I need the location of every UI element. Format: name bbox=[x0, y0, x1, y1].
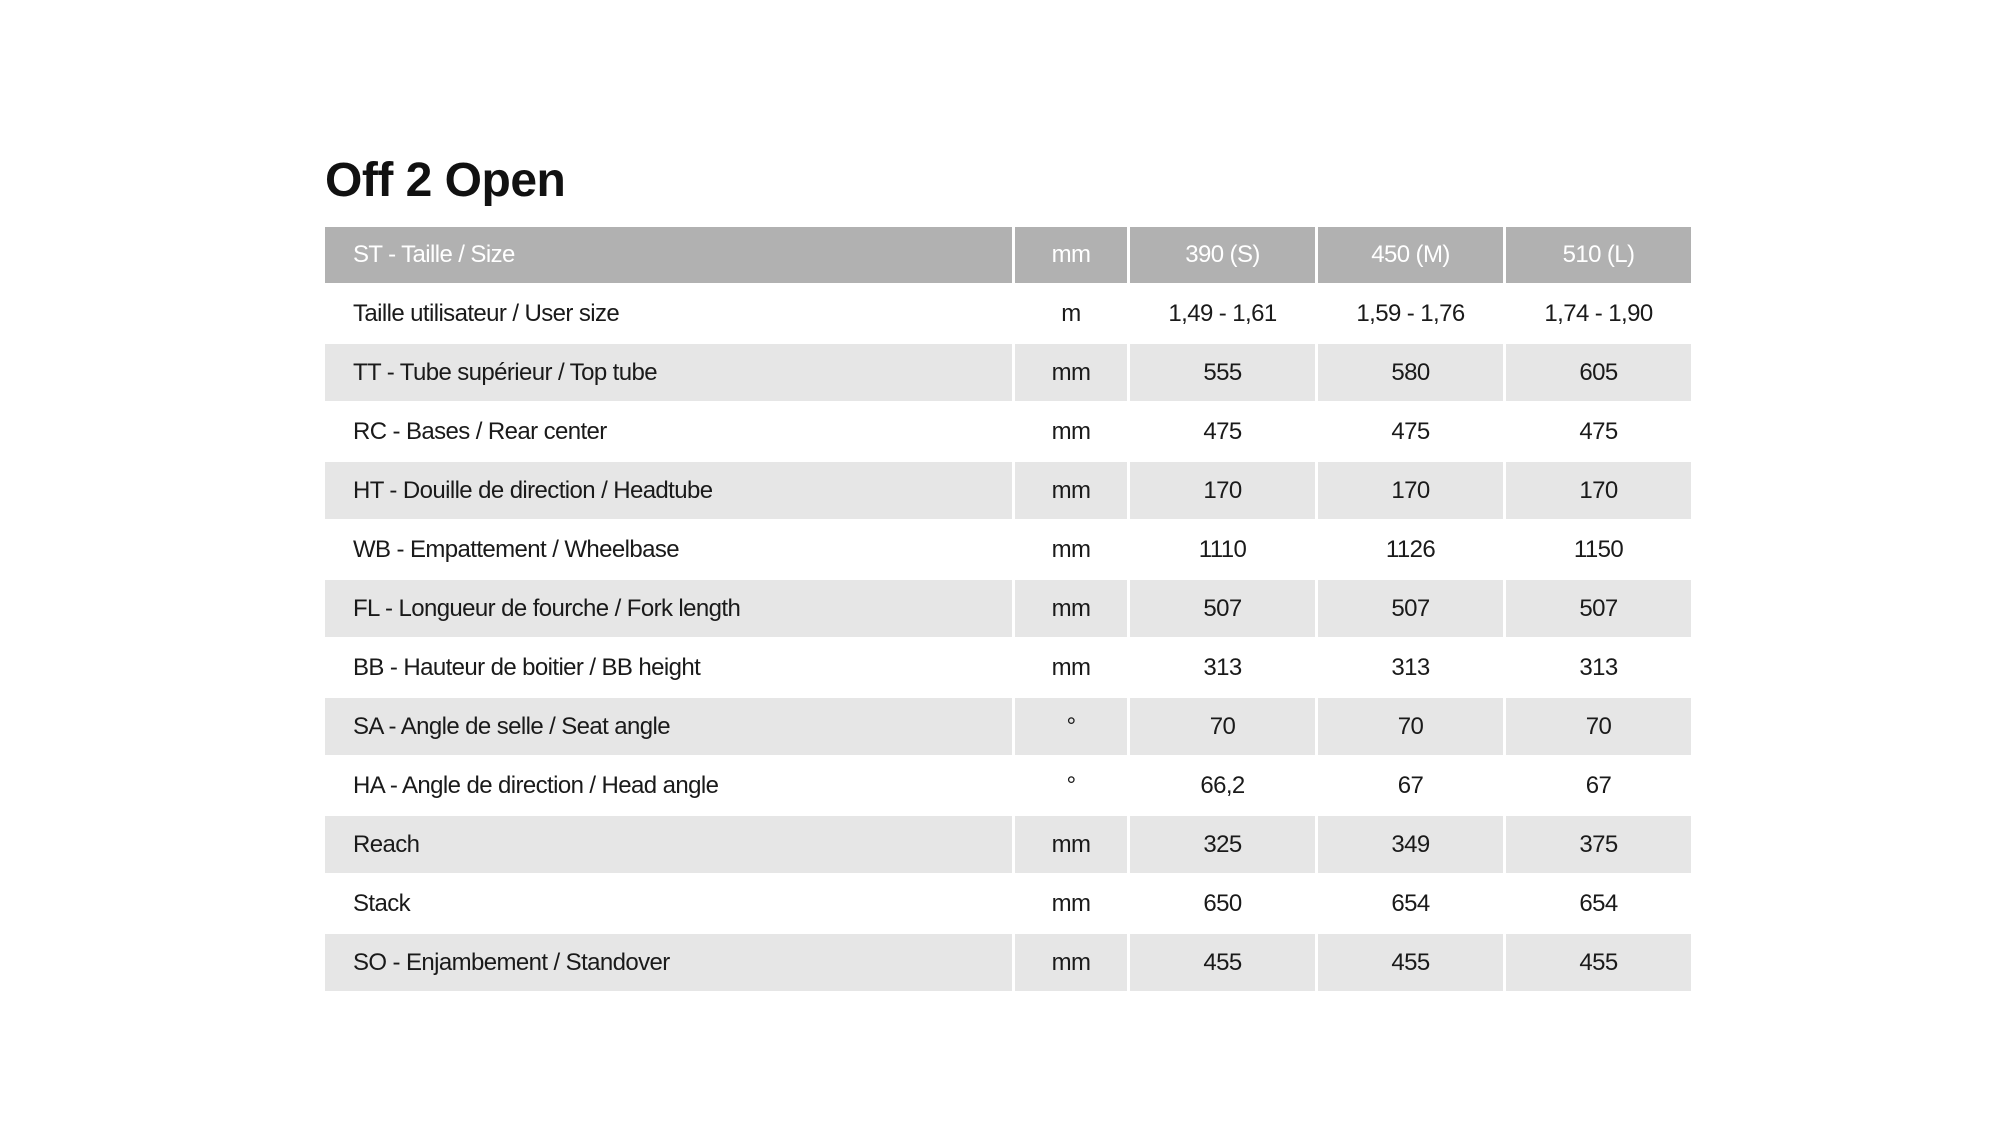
table-row bbox=[325, 873, 1691, 932]
row-value: 605 bbox=[1506, 342, 1691, 401]
table-header-row bbox=[325, 227, 1691, 283]
row-unit: ° bbox=[1015, 696, 1127, 755]
table-row bbox=[325, 342, 1691, 401]
table-row bbox=[325, 755, 1691, 814]
row-unit: mm bbox=[1015, 460, 1127, 519]
table-row bbox=[325, 460, 1691, 519]
row-value: 375 bbox=[1506, 814, 1691, 873]
table-row bbox=[325, 401, 1691, 460]
row-value: 70 bbox=[1506, 696, 1691, 755]
row-value: 507 bbox=[1506, 578, 1691, 637]
row-value: 1,74 - 1,90 bbox=[1506, 283, 1691, 342]
row-value: 475 bbox=[1506, 401, 1691, 460]
row-value: 650 bbox=[1130, 873, 1315, 932]
table-row bbox=[325, 283, 1691, 342]
row-unit: mm bbox=[1015, 342, 1127, 401]
row-label: SA - Angle de selle / Seat angle bbox=[325, 696, 1012, 755]
row-label: Taille utilisateur / User size bbox=[325, 283, 1012, 342]
row-value: 170 bbox=[1318, 460, 1503, 519]
row-unit: mm bbox=[1015, 578, 1127, 637]
row-value: 1,59 - 1,76 bbox=[1318, 283, 1503, 342]
row-value: 349 bbox=[1318, 814, 1503, 873]
row-value: 654 bbox=[1318, 873, 1503, 932]
table-body bbox=[325, 283, 1691, 991]
row-label: SO - Enjambement / Standover bbox=[325, 932, 1012, 991]
row-value: 1126 bbox=[1318, 519, 1503, 578]
row-label: TT - Tube supérieur / Top tube bbox=[325, 342, 1012, 401]
row-label: RC - Bases / Rear center bbox=[325, 401, 1012, 460]
row-unit: m bbox=[1015, 283, 1127, 342]
table-row bbox=[325, 696, 1691, 755]
row-value: 455 bbox=[1506, 932, 1691, 991]
row-unit: mm bbox=[1015, 932, 1127, 991]
row-unit: ° bbox=[1015, 755, 1127, 814]
geometry-table bbox=[322, 227, 1694, 991]
row-value: 325 bbox=[1130, 814, 1315, 873]
row-value: 313 bbox=[1506, 637, 1691, 696]
table-row bbox=[325, 637, 1691, 696]
table-row bbox=[325, 519, 1691, 578]
header-label: ST - Taille / Size bbox=[325, 227, 1012, 283]
page-title: Off 2 Open bbox=[325, 154, 566, 207]
row-value: 580 bbox=[1318, 342, 1503, 401]
row-value: 170 bbox=[1130, 460, 1315, 519]
row-label: HA - Angle de direction / Head angle bbox=[325, 755, 1012, 814]
row-value: 507 bbox=[1130, 578, 1315, 637]
row-value: 475 bbox=[1130, 401, 1315, 460]
table-row bbox=[325, 932, 1691, 991]
header-unit: mm bbox=[1015, 227, 1127, 283]
header-size-l: 510 (L) bbox=[1506, 227, 1691, 283]
row-label: BB - Hauteur de boitier / BB height bbox=[325, 637, 1012, 696]
header-size-s: 390 (S) bbox=[1130, 227, 1315, 283]
header-size-m: 450 (M) bbox=[1318, 227, 1503, 283]
row-unit: mm bbox=[1015, 519, 1127, 578]
row-value: 555 bbox=[1130, 342, 1315, 401]
row-value: 507 bbox=[1318, 578, 1503, 637]
row-label: Reach bbox=[325, 814, 1012, 873]
row-value: 66,2 bbox=[1130, 755, 1315, 814]
table-row bbox=[325, 578, 1691, 637]
row-value: 70 bbox=[1318, 696, 1503, 755]
row-value: 313 bbox=[1130, 637, 1315, 696]
row-label: HT - Douille de direction / Headtube bbox=[325, 460, 1012, 519]
row-value: 1,49 - 1,61 bbox=[1130, 283, 1315, 342]
row-value: 1110 bbox=[1130, 519, 1315, 578]
row-value: 170 bbox=[1506, 460, 1691, 519]
row-unit: mm bbox=[1015, 873, 1127, 932]
row-value: 1150 bbox=[1506, 519, 1691, 578]
row-unit: mm bbox=[1015, 401, 1127, 460]
row-value: 654 bbox=[1506, 873, 1691, 932]
row-label: WB - Empattement / Wheelbase bbox=[325, 519, 1012, 578]
row-value: 455 bbox=[1130, 932, 1315, 991]
row-value: 70 bbox=[1130, 696, 1315, 755]
row-unit: mm bbox=[1015, 637, 1127, 696]
row-value: 455 bbox=[1318, 932, 1503, 991]
row-label: FL - Longueur de fourche / Fork length bbox=[325, 578, 1012, 637]
row-value: 475 bbox=[1318, 401, 1503, 460]
row-value: 67 bbox=[1506, 755, 1691, 814]
row-value: 313 bbox=[1318, 637, 1503, 696]
row-value: 67 bbox=[1318, 755, 1503, 814]
row-label: Stack bbox=[325, 873, 1012, 932]
row-unit: mm bbox=[1015, 814, 1127, 873]
table-row bbox=[325, 814, 1691, 873]
